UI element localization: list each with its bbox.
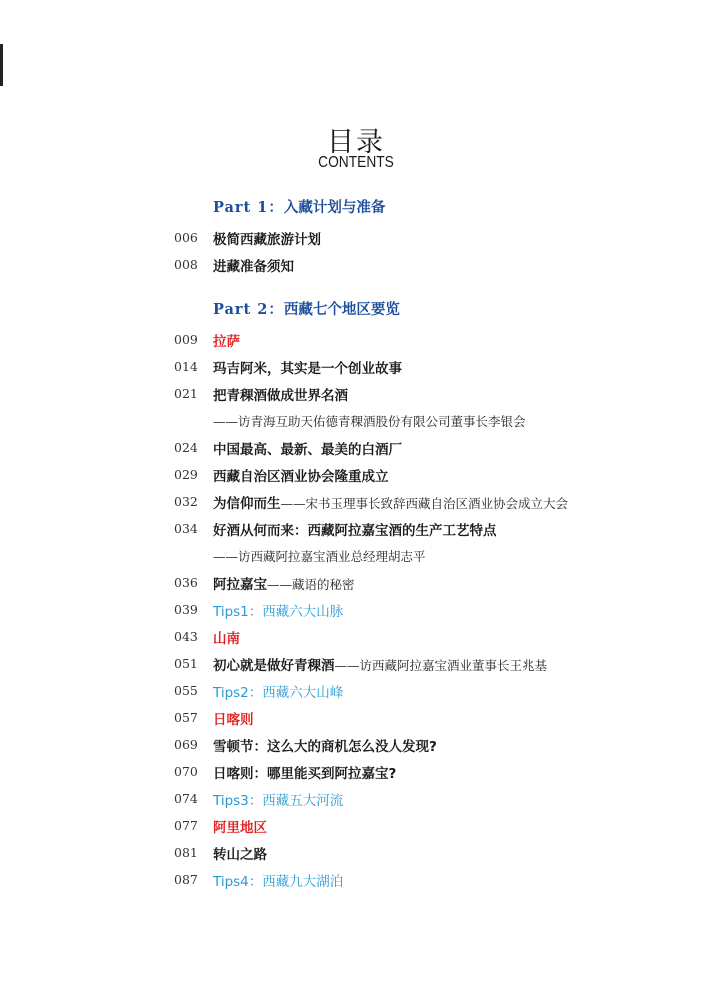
page-number: 057 [174,710,198,725]
entry-main: 为信仰而生 [213,496,281,512]
page-number: 039 [174,602,198,617]
toc-entry[interactable] [0,357,712,377]
page-edge-mark [0,44,3,86]
tips-heading: Tips2：西藏六大山峰 [213,685,344,701]
part-1-name: 入藏计划与准备 [283,200,386,216]
entry-title: 转山之路 [213,847,267,863]
page-number: 074 [174,791,198,806]
entry-title: 西藏自治区酒业协会隆重成立 [213,469,389,485]
page-number: 051 [174,656,198,671]
part-1-heading [213,196,385,217]
region-heading: 日喀则 [213,712,254,728]
entry-title: 中国最高、最新、最美的白酒厂 [213,442,402,458]
part-2-heading [213,298,400,319]
toc-entry[interactable] [0,384,712,404]
page-number: 043 [174,629,198,644]
entry-title: 进藏准备须知 [213,259,294,275]
toc-entry-tips[interactable] [0,870,712,890]
page-title: 目录 [327,127,385,158]
page-number: 055 [174,683,198,698]
page-number: 070 [174,764,198,779]
toc-entry-region[interactable] [0,708,712,728]
page-number: 006 [174,230,198,245]
toc-entry[interactable] [0,573,712,593]
region-heading: 拉萨 [213,334,240,350]
region-heading: 山南 [213,631,240,647]
toc-entry-tips[interactable] [0,600,712,620]
entry-sub: ——访西藏阿拉嘉宝酒业董事长王兆基 [334,658,548,673]
entry-main: 阿拉嘉宝 [213,577,267,593]
page-number: 029 [174,467,198,482]
toc-entry[interactable] [0,762,712,782]
page-number: 032 [174,494,198,509]
entry-title: 把青稞酒做成世界名酒 [213,388,348,404]
entry-subline: ——访西藏阿拉嘉宝酒业总经理胡志平 [213,549,426,564]
toc-entry[interactable] [0,228,712,248]
entry-sub: ——宋书玉理事长致辞西藏自治区酒业协会成立大会 [280,496,569,511]
page-number: 036 [174,575,198,590]
toc-entry-tips[interactable] [0,681,712,701]
page-number: 034 [174,521,198,536]
toc-entry[interactable] [0,654,712,674]
entry-subline: ——访青海互助天佑德青稞酒股份有限公司董事长李银会 [213,414,526,429]
toc-entry[interactable] [0,735,712,755]
page-subtitle: CONTENTS [318,154,394,171]
page-number: 021 [174,386,198,401]
entry-title: 日喀则：哪里能买到阿拉嘉宝? [213,766,397,782]
entry-title: 好酒从何而来：西藏阿拉嘉宝酒的生产工艺特点 [213,523,497,539]
toc-entry[interactable] [0,438,712,458]
tips-heading: Tips3：西藏五大河流 [213,793,344,809]
entry-main: 初心就是做好青稞酒 [213,658,335,674]
page-number: 008 [174,257,198,272]
toc-entry[interactable] [0,492,712,512]
page-number: 087 [174,872,198,887]
toc-entry-region[interactable] [0,816,712,836]
page-number: 024 [174,440,198,455]
part-2-label: Part 2： [213,301,284,318]
entry-title [213,492,568,512]
entry-title [213,654,547,674]
toc-entry[interactable] [0,255,712,275]
part-2-name: 西藏七个地区要览 [283,302,400,318]
entry-sub: ——藏语的秘密 [267,577,355,592]
region-heading: 阿里地区 [213,820,267,836]
toc-entry[interactable] [0,465,712,485]
tips-heading: Tips4：西藏九大湖泊 [213,874,344,890]
entry-title: 雪顿节：这么大的商机怎么没人发现? [213,739,437,755]
page-number: 081 [174,845,198,860]
entry-title: 玛吉阿米，其实是一个创业故事 [213,361,402,377]
toc-entry[interactable] [0,519,712,539]
tips-heading: Tips1：西藏六大山脉 [213,604,344,620]
toc-entry-region[interactable] [0,330,712,350]
page-number: 009 [174,332,198,347]
part-1-label: Part 1： [213,199,284,216]
page-number: 077 [174,818,198,833]
toc-entry[interactable] [0,843,712,863]
page-number: 069 [174,737,198,752]
entry-title [213,573,355,593]
toc-entry-region[interactable] [0,627,712,647]
page-number: 014 [174,359,198,374]
toc-entry-tips[interactable] [0,789,712,809]
entry-title: 极简西藏旅游计划 [213,232,321,248]
